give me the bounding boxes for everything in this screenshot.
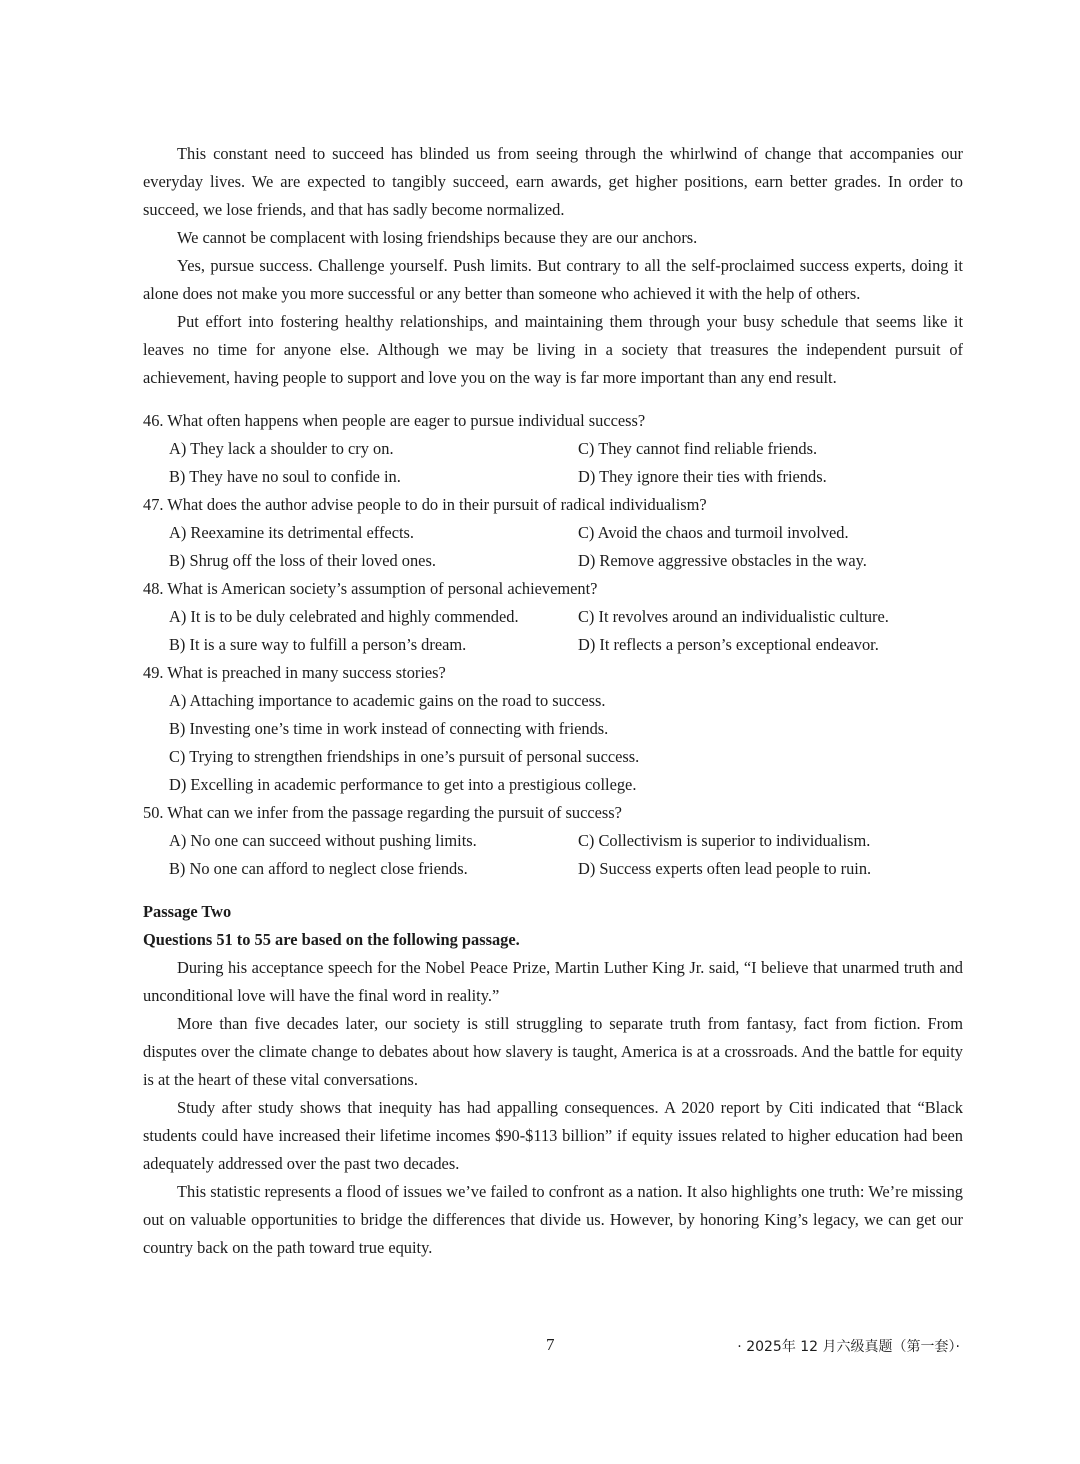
option-a: A) Attaching importance to academic gains on the road to success. — [169, 691, 606, 710]
paragraph: During his acceptance speech for the Nobel Peace Prize, Martin Luther King Jr. said, “I believe that unarmed truth and unconditional love will have the final word in reality.” — [143, 958, 963, 1005]
question-stem: 49. What is preached in many success stories? — [143, 663, 446, 682]
option-b: B) Investing one’s time in work instead of connecting with friends. — [169, 719, 609, 738]
question-49 — [143, 659, 963, 799]
question-stem: 50. What can we infer from the passage regarding the pursuit of success? — [143, 803, 622, 822]
option-row — [143, 855, 963, 883]
option-b: B) No one can afford to neglect close friends. — [169, 859, 468, 878]
paragraph: This constant need to succeed has blinded us from seeing through the whirlwind of change that accompanies our everyday lives. We are expected to tangibly succeed, earn awards, get higher positions, earn better grades. In order to succeed, we lose friends, and that has sadly become normalized. — [143, 144, 963, 219]
option-row — [143, 547, 963, 575]
question-50 — [143, 799, 963, 883]
page-footer — [0, 1335, 1080, 1359]
option-row — [143, 715, 963, 743]
paragraph: More than five decades later, our society is still struggling to separate truth from fantasy, fact from fiction. From disputes over the climate change to debates about how slavery is taught, America is at a crossroads. And the battle for equity is at the heart of these vital conversations. — [143, 1014, 963, 1089]
option-b: B) They have no soul to confide in. — [169, 467, 401, 486]
option-c: C) It revolves around an individualistic culture. — [578, 607, 889, 626]
question-stem: 46. What often happens when people are eager to pursue individual success? — [143, 411, 646, 430]
paragraph: Yes, pursue success. Challenge yourself. Push limits. But contrary to all the self-proclaimed success experts, doing it alone does not make you more successful or any better than someone who achieved it with the help of others. — [143, 256, 963, 303]
option-d: D) Success experts often lead people to ruin. — [578, 859, 872, 878]
option-row — [143, 463, 963, 491]
option-d: D) They ignore their ties with friends. — [578, 467, 827, 486]
passage-heading: Passage Two — [143, 902, 232, 921]
option-d: D) Excelling in academic performance to get into a prestigious college. — [169, 775, 637, 794]
option-c: C) They cannot find reliable friends. — [578, 439, 818, 458]
questions-46-50 — [143, 407, 963, 883]
option-row — [143, 519, 963, 547]
option-c: C) Avoid the chaos and turmoil involved. — [578, 523, 849, 542]
option-c: C) Collectivism is superior to individualism. — [578, 831, 871, 850]
option-row — [143, 827, 963, 855]
option-b: B) Shrug off the loss of their loved ones. — [169, 551, 436, 570]
question-48 — [143, 575, 963, 659]
option-a: A) It is to be duly celebrated and highly commended. — [169, 607, 519, 626]
question-47 — [143, 491, 963, 575]
exam-title: · 2025年 12 月六级真题（第一套）· — [737, 1339, 960, 1355]
question-46 — [143, 407, 963, 491]
option-row — [143, 435, 963, 463]
page-number: 7 — [546, 1335, 555, 1354]
option-row — [143, 631, 963, 659]
option-row — [143, 743, 963, 771]
option-d: D) Remove aggressive obstacles in the way. — [578, 551, 867, 570]
option-a: A) Reexamine its detrimental effects. — [169, 523, 415, 542]
option-row — [143, 771, 963, 799]
option-c: C) Trying to strengthen friendships in one’s pursuit of personal success. — [169, 747, 640, 766]
option-b: B) It is a sure way to fulfill a person’s dream. — [169, 635, 467, 654]
paragraph: This statistic represents a flood of issues we’ve failed to confront as a nation. It also highlights one truth: We’re missing out on valuable opportunities to bridge the differences that divide us. However, by honoring King’s legacy, we can get our country back on the path toward true equity. — [143, 1182, 963, 1257]
option-row — [143, 687, 963, 715]
paragraph: Put effort into fostering healthy relationships, and maintaining them through your busy schedule that seems like it leaves no time for anyone else. Although we may be living in a society that treasures the independent pursuit of achievement, having people to support and love you on the way is far more important than any end result. — [143, 312, 963, 387]
passage-two — [143, 898, 963, 1262]
option-row — [143, 603, 963, 631]
page-content — [143, 140, 963, 1262]
option-a: A) They lack a shoulder to cry on. — [169, 439, 394, 458]
question-stem: 48. What is American society’s assumption of personal achievement? — [143, 579, 598, 598]
passage-instruction: Questions 51 to 55 are based on the following passage. — [143, 930, 520, 949]
passage-one-end — [143, 140, 963, 392]
paragraph: Study after study shows that inequity has had appalling consequences. A 2020 report by Citi indicated that “Black students could have increased their lifetime incomes $90-$113 billion” if equity issues related to higher education had been adequately addressed over the past two decades. — [143, 1098, 963, 1173]
option-d: D) It reflects a person’s exceptional endeavor. — [578, 635, 879, 654]
paragraph: We cannot be complacent with losing friendships because they are our anchors. — [177, 228, 698, 247]
option-a: A) No one can succeed without pushing limits. — [169, 831, 477, 850]
question-stem: 47. What does the author advise people to do in their pursuit of radical individualism? — [143, 495, 707, 514]
